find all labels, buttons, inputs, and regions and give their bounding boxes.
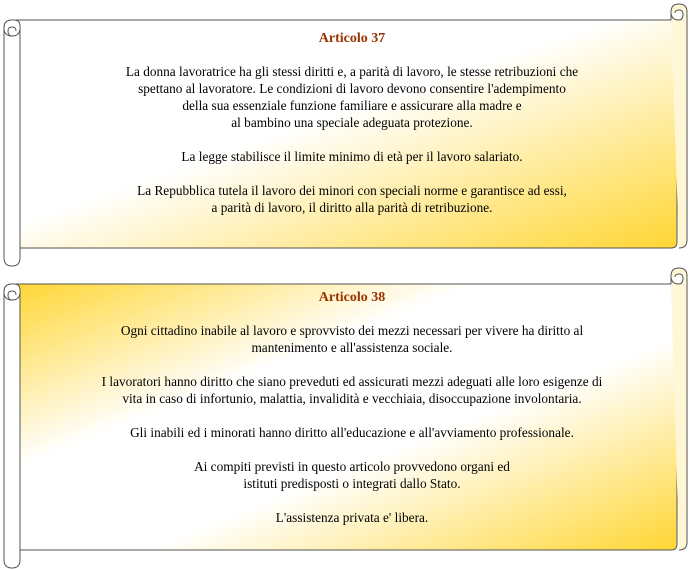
article-37-title: Articolo 37 — [318, 31, 386, 46]
article-38-paragraph-2 — [22, 373, 682, 407]
text-line: La donna lavoratrice ha gli stessi diritti e, a parità di lavoro, le stesse retribuzioni che — [125, 64, 579, 79]
text-line: della sua essenziale funzione familiare e assicurare alla madre e — [182, 98, 522, 113]
text-line: I lavoratori hanno diritto che siano preveduti ed assicurati mezzi adeguati alle loro esigenze di — [101, 374, 603, 389]
article-38-text — [22, 289, 682, 526]
text-line: a parità di lavoro, il diritto alla parità di retribuzione. — [211, 200, 493, 215]
text-line: L'assistenza privata e' libera. — [275, 510, 429, 525]
article-37-paragraph-3 — [22, 182, 682, 216]
text-line: spettano al lavoratore. Le condizioni di lavoro devono consentire l'adempimento — [138, 81, 566, 96]
text-line: La legge stabilisce il limite minimo di età per il lavoro salariato. — [181, 149, 523, 164]
text-line: Ai compiti previsti in questo articolo provvedono organi ed — [194, 459, 510, 474]
article-38-paragraph-3 — [22, 424, 682, 441]
text-line: istituti predisposti o integrati dallo Stato. — [243, 476, 461, 491]
text-line: al bambino una speciale adeguata protezione. — [231, 115, 473, 130]
article-38-paragraph-4 — [22, 458, 682, 492]
article-37-paragraph-1 — [22, 63, 682, 131]
text-line: mantenimento e all'assistenza sociale. — [251, 340, 453, 355]
text-line: Ogni cittadino inabile al lavoro e sprovvisto dei mezzi necessari per vivere ha diritto al — [120, 323, 584, 338]
scroll-article-37 — [0, 0, 690, 270]
article-38-title: Articolo 38 — [318, 290, 386, 305]
article-38-paragraph-5 — [22, 509, 682, 526]
text-line: vita in caso di infortunio, malattia, invalidità e vecchiaia, disoccupazione involontaria. — [122, 391, 582, 406]
article-37-paragraph-2 — [22, 148, 682, 165]
text-line: La Repubblica tutela il lavoro dei minori con speciali norme e garantisce ad essi, — [137, 183, 567, 198]
scroll-article-38 — [0, 264, 690, 570]
article-37-text — [22, 30, 682, 216]
article-38-paragraph-1 — [22, 322, 682, 356]
text-line: Gli inabili ed i minorati hanno diritto all'educazione e all'avviamento professionale. — [130, 425, 574, 440]
